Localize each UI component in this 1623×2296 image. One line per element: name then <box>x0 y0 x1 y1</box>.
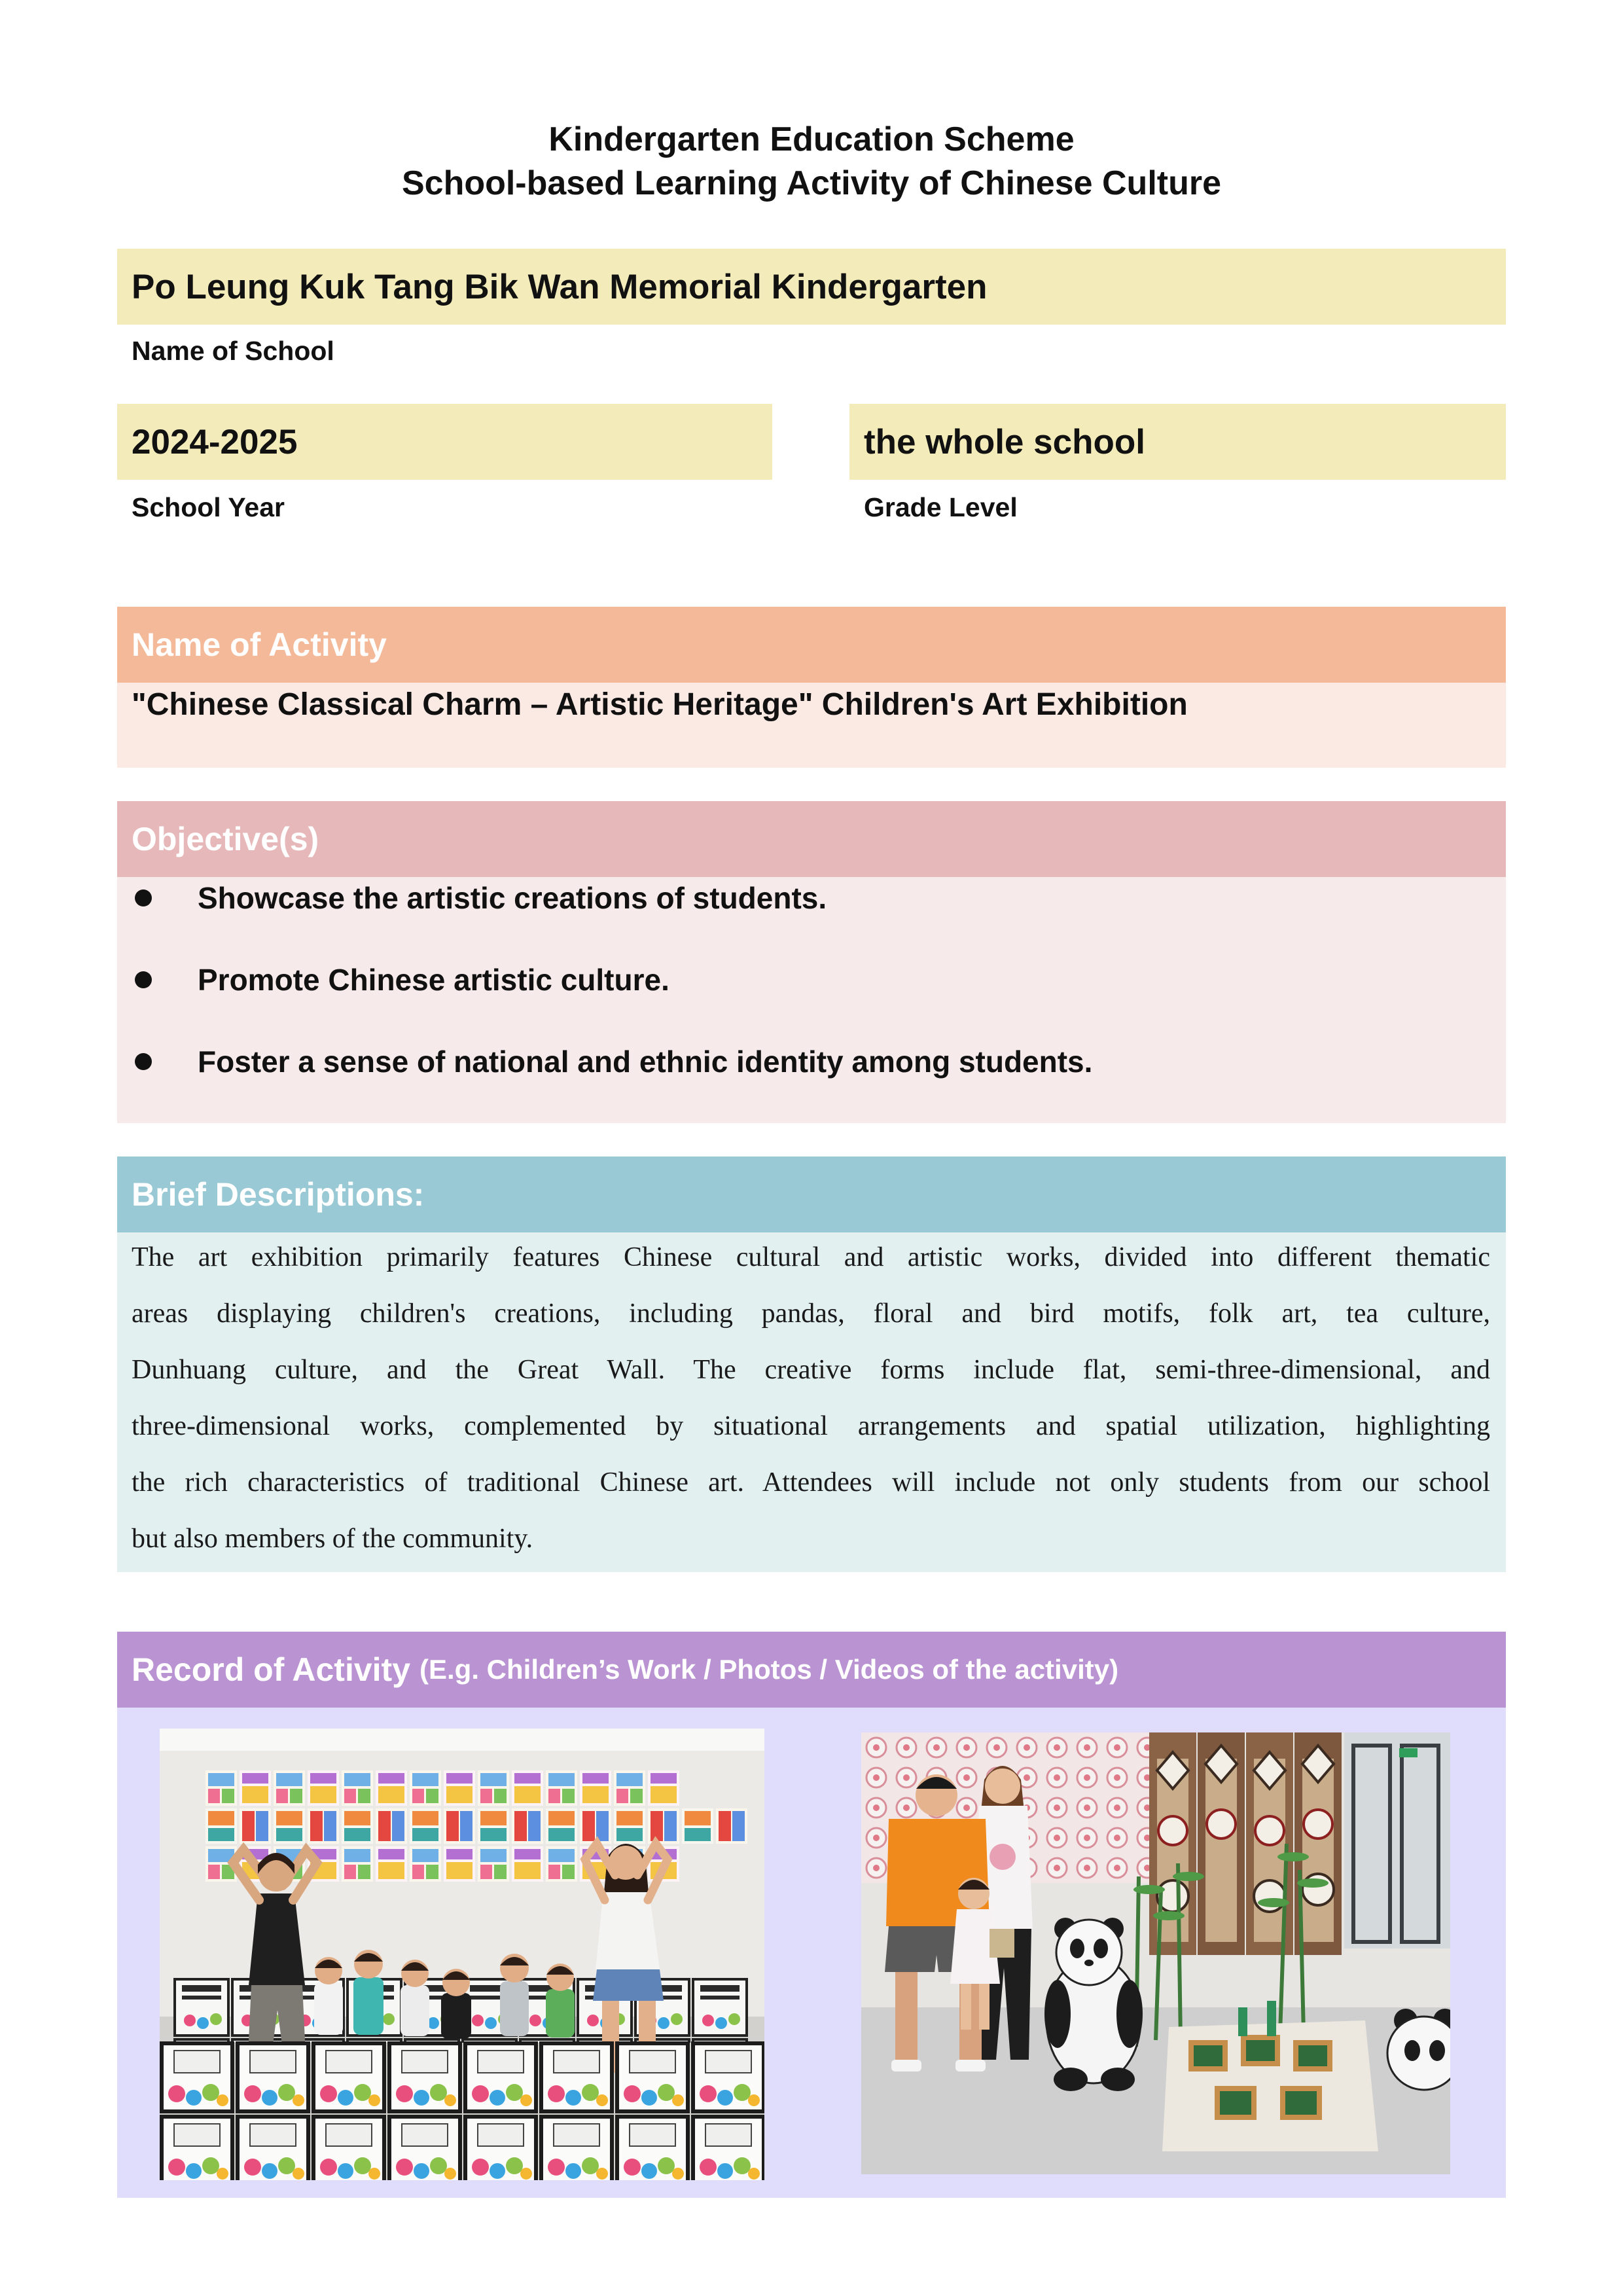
grade-level-field <box>849 404 1506 480</box>
description-line: but also members of the community. <box>132 1524 533 1554</box>
objectives-list <box>117 877 1506 1083</box>
bullet-icon <box>135 971 152 988</box>
record-section-heading <box>117 1632 1506 1708</box>
objectives-section-heading <box>117 801 1506 877</box>
description-line: Dunhuang culture, and the Great Wall. The creative forms include flat, semi-three-dimensional, and <box>132 1355 1490 1385</box>
description-heading-text: Brief Descriptions: <box>132 1176 425 1213</box>
objective-text: Showcase the artistic creations of students. <box>198 881 827 915</box>
activity-photo-panda-display <box>861 1732 1450 2174</box>
bullet-icon <box>135 1053 152 1070</box>
activity-section-heading <box>117 607 1506 683</box>
school-year-label: School Year <box>132 492 285 522</box>
objective-item <box>117 1041 1506 1083</box>
activity-name: "Chinese Classical Charm – Artistic Heritage" Children's Art Exhibition <box>132 687 1188 722</box>
bullet-icon <box>135 889 152 906</box>
school-name-value: Po Leung Kuk Tang Bik Wan Memorial Kindergarten <box>132 267 988 306</box>
record-heading-text: Record of Activity <box>132 1651 411 1688</box>
objectives-heading-text: Objective(s) <box>132 821 319 857</box>
record-heading-note: (E.g. Children’s Work / Photos / Videos of the activity) <box>419 1654 1119 1685</box>
description-line: The art exhibition primarily features Chinese cultural and artistic works, divided into different thematic <box>132 1242 1490 1272</box>
artwork-wall-extension <box>681 1807 749 1845</box>
document-title: Kindergarten Education Scheme <box>548 120 1075 158</box>
description-line: areas displaying children's creations, including pandas, floral and bird motifs, folk art, tea culture, <box>132 1299 1490 1329</box>
description-line: the rich characteristics of traditional Chinese art. Attendees will include not only students from our school <box>132 1467 1490 1498</box>
school-name-field <box>117 249 1506 325</box>
objective-item <box>117 877 1506 919</box>
objective-text: Promote Chinese artistic culture. <box>198 963 669 997</box>
ceiling <box>160 1729 764 1751</box>
activity-section-body <box>117 683 1506 768</box>
school-year-field <box>117 404 772 480</box>
display-boxes-front <box>160 2041 764 2180</box>
panda-head-sculpture <box>1387 2009 1450 2090</box>
school-name-label: Name of School <box>132 336 334 366</box>
document-title-block <box>0 118 1623 206</box>
activity-heading-text: Name of Activity <box>132 626 387 663</box>
objective-item <box>117 959 1506 1001</box>
objective-text: Foster a sense of national and ethnic identity among students. <box>198 1045 1093 1079</box>
description-paragraph <box>132 1229 1490 1567</box>
description-line: three-dimensional works, complemented by situational arrangements and spatial utilization, highlighting <box>132 1411 1490 1441</box>
glass-door <box>1344 1732 1450 1948</box>
document-subtitle: School-based Learning Activity of Chinese Culture <box>401 164 1222 202</box>
objectives-section-body <box>117 877 1506 1123</box>
grade-level-label: Grade Level <box>864 492 1018 522</box>
school-year-value: 2024-2025 <box>132 422 298 461</box>
grade-level-value: the whole school <box>864 422 1145 461</box>
description-section-heading <box>117 1157 1506 1232</box>
activity-photo-art-display <box>160 1729 764 2180</box>
